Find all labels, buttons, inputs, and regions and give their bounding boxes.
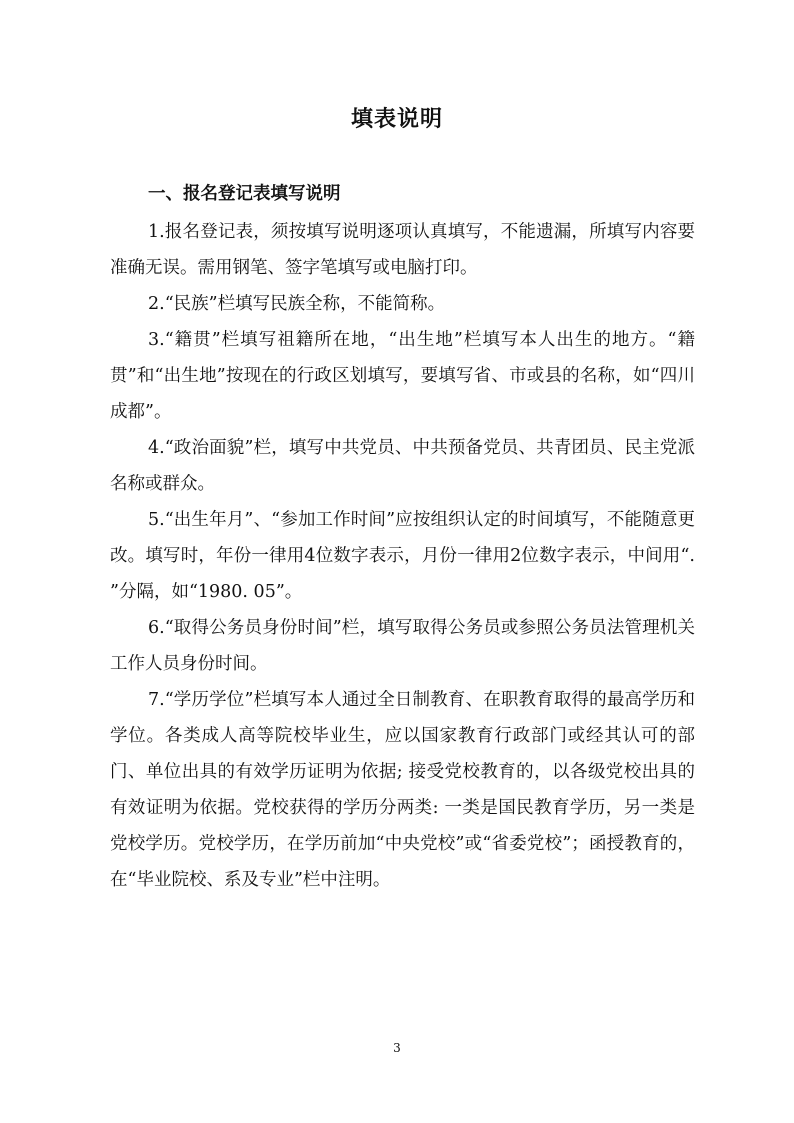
instruction-paragraph-3: 3.“籍贯”栏填写祖籍所在地，“出生地”栏填写本人出生的地方。“籍贯”和“出生地”按现在的行政区划填写，要填写省、市或县的名称，如“四川成都”。 bbox=[110, 330, 695, 422]
instruction-paragraph-1: 1.报名登记表，须按填写说明逐项认真填写，不能遗漏，所填写内容要准确无误。需用钢笔、签字笔填写或电脑打印。 bbox=[110, 222, 695, 278]
page-number: 3 bbox=[393, 1041, 401, 1055]
instruction-paragraph-2: 2.“民族”栏填写民族全称，不能简称。 bbox=[148, 294, 446, 314]
page-title: 填表说明 bbox=[350, 107, 443, 132]
instruction-paragraph-6: 6.“取得公务员身份时间”栏，填写取得公务员或参照公务员法管理机关工作人员身份时间。 bbox=[110, 618, 695, 674]
section-heading: 一、报名登记表填写说明 bbox=[148, 184, 341, 204]
instruction-paragraph-7: 7.“学历学位”栏填写本人通过全日制教育、在职教育取得的最高学历和学位。各类成人高等院校毕业生，应以国家教育行政部门或经其认可的部门、单位出具的有效学历证明为依据; 接受党校教育的，以各级党校出具的有效证明为依据。党校获得的学历分两类: 一类是国民教育学历，另一类是党校学历。党校学历，在学历前加“中央党校”或“省委党校”；函授教育的，在“毕业院校、系及专业”栏中注明。 bbox=[110, 690, 695, 890]
instructions-body bbox=[110, 214, 695, 898]
instruction-paragraph-5: 5.“出生年月”、“参加工作时间”应按组织认定的时间填写，不能随意更改。填写时，年份一律用4位数字表示，月份一律用2位数字表示，中间用“. ”分隔，如“1980. 05”。 bbox=[110, 510, 695, 602]
instruction-paragraph-4: 4.“政治面貌”栏，填写中共党员、中共预备党员、共青团员、民主党派名称或群众。 bbox=[110, 438, 695, 494]
